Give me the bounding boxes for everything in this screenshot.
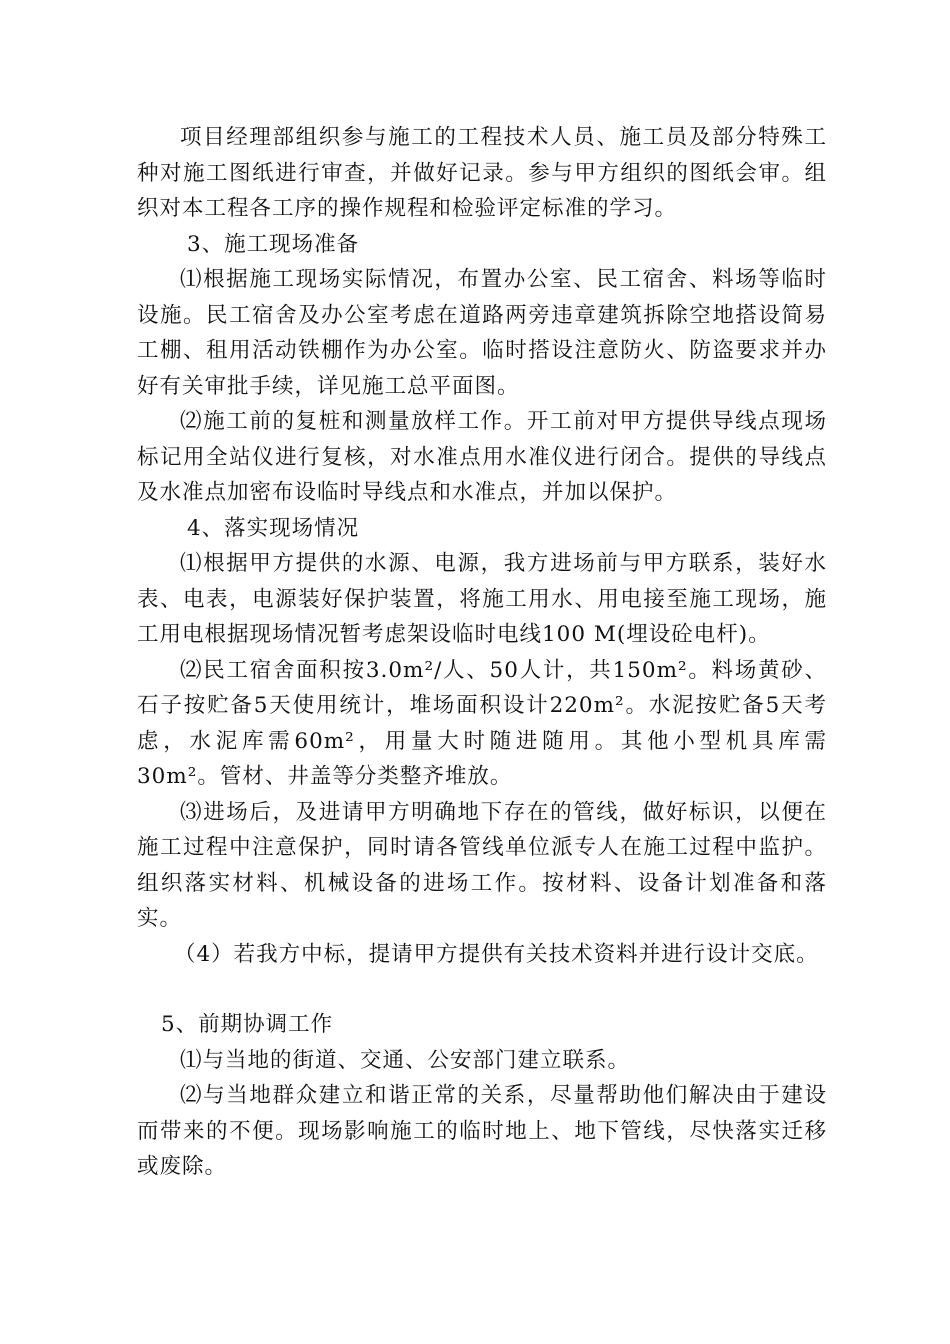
paragraph-pipeline-protection: ⑶进场后，及进请甲方明确地下存在的管线，做好标识，以便在施工过程中注意保护，同时请各管线单位派专人在施工过程中监护。组织落实材料、机械设备的进场工作。按材料、设备计划准备和落实。 bbox=[137, 799, 827, 931]
paragraph-spacer bbox=[137, 972, 827, 1007]
paragraph-drawing-review: 项目经理部组织参与施工的工程技术人员、施工员及部分特殊工种对施工图纸进行审查，并做好记录。参与甲方组织的图纸会审。组织对本工程各工序的操作规程和检验评定标准的学习。 bbox=[137, 125, 827, 221]
paragraph-temporary-facilities: ⑴根据施工现场实际情况，布置办公室、民工宿舍、料场等临时设施。民工宿舍及办公室考虑在道路两旁违章建筑拆除空地搭设简易工棚、租用活动铁棚作为办公室。临时搭设注意防火、防盗要求并办好有关审批手续，详见施工总平面图。 bbox=[137, 267, 827, 399]
paragraph-authority-contact: ⑴与当地的街道、交通、公安部门建立联系。 bbox=[180, 1047, 631, 1073]
heading-site-preparation: 3、施工现场准备 bbox=[187, 231, 360, 257]
paragraph-water-power: ⑴根据甲方提供的水源、电源，我方进场前与甲方联系，装好水表、电表，电源装好保护装置，将施工用水、用电接至施工现场，施工用电根据现场情况暂考虑架设临时电线100 M(埋设砼电杆)。 bbox=[137, 551, 827, 647]
paragraph-survey-setout: ⑵施工前的复桩和测量放样工作。开工前对甲方提供导线点现场标记用全站仪进行复核，对水准点用水准仪进行闭合。提供的导线点及水准点加密布设临时导线点和水准点，并加以保护。 bbox=[137, 409, 827, 505]
paragraph-community-relations: ⑵与当地群众建立和谐正常的关系，尽量帮助他们解决由于建设而带来的不便。现场影响施工的临时地上、地下管线，尽快落实迁移或废除。 bbox=[137, 1083, 827, 1179]
paragraph-design-briefing: （4）若我方中标，提请甲方提供有关技术资料并进行设计交底。 bbox=[174, 941, 819, 967]
heading-site-conditions: 4、落实现场情况 bbox=[187, 515, 360, 541]
paragraph-dormitory-storage: ⑵民工宿舍面积按3.0m²/人、50人计，共150m²。料场黄砂、石子按贮备5天使用统计，堆场面积设计220m²。水泥按贮备5天考虑，水泥库需60m²，用量大时随进随用。其他小型机具库需 30m²。管材、井盖等分类整齐堆放。 bbox=[137, 657, 827, 789]
heading-coordination: 5、前期协调工作 bbox=[161, 1012, 334, 1037]
document-body bbox=[137, 120, 827, 1185]
